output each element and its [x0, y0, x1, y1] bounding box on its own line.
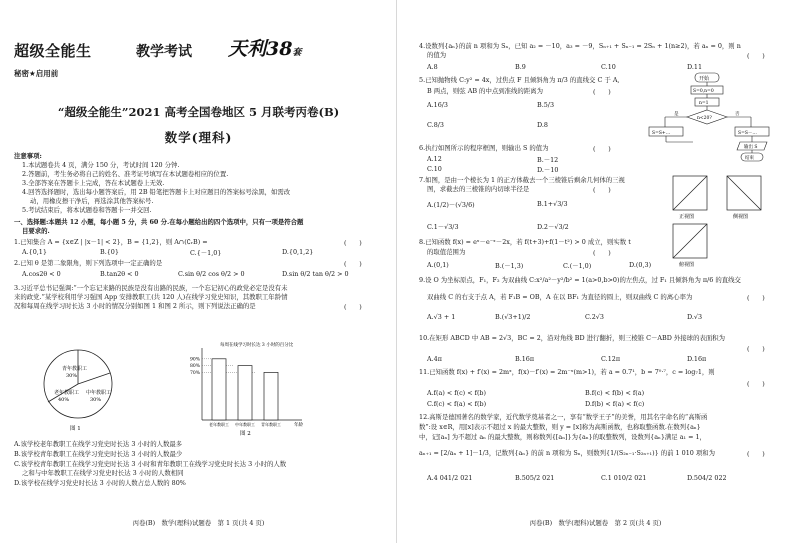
bar-chart-xlabel: 年龄: [294, 423, 303, 428]
q12-option-a: A.4 041/2 021: [427, 474, 473, 482]
question-12: 12.高斯是德国著名的数学家，近代数学奠基者之一，享有“数学王子”的美誉，用其名字命名的“高斯函: [419, 413, 708, 421]
q12-option-d: D.504/2 022: [687, 474, 727, 482]
notice-item: 动，用橡皮擦干净后，再选涂其他答案标号.: [30, 197, 154, 205]
answer-paren: ( ): [747, 294, 765, 302]
flow-yes: 是: [674, 112, 679, 117]
answer-paren: ( ): [593, 145, 611, 153]
notice-item: 4.回答选择题时，选出每小题答案后，用 2B 铅笔把答题卡上对应题目的答案标号涂黑，如需改: [22, 188, 291, 196]
question-11: 11.已知函数 f(x) + f′(x) = 2mˣ，f(x)－f′(x) = 2m⁻ˣ(m>1)，若 a = 0.7¹，b = 7⁰·⁷，c = log₇1，则: [419, 368, 715, 376]
flow-end-text: 结束: [745, 156, 754, 161]
secret-label: 秘密★启用前: [14, 69, 59, 78]
front-view-label: 正视图: [679, 214, 695, 220]
question-7: 7.如图，是由一个棱长为 1 的正方体截去一个三棱锥后剩余几何体的三视: [419, 176, 625, 184]
q6-option-c: C.10: [427, 165, 442, 173]
q4-option-c: C.10: [601, 63, 616, 71]
q11-option-b: B.f(c) < f(b) < f(a): [585, 389, 645, 397]
q8-option-d: D.(0,3): [629, 261, 652, 269]
pie-label-old: 老年教职工: [54, 390, 80, 396]
notice-item: 5.考试结束后，将本试题卷和答题卡一并交回.: [22, 206, 152, 214]
answer-paren: ( ): [593, 186, 611, 194]
q12-option-b: B.505/2 021: [515, 474, 555, 482]
program-flowchart: [647, 72, 787, 162]
bar-chart-x-tick: 青年教职工: [261, 422, 281, 427]
bar-chart-fig2: [180, 338, 310, 438]
brand-logo: 超级全能生: [14, 42, 92, 60]
q3-option-c-cont: 之和与中年教职工在线学习党史时长达 3 小时的人数相同: [22, 469, 184, 477]
pie-chart-fig1: [40, 346, 120, 436]
question-12-cont: 数”:设 x∈R，用[x]表示不超过 x 的最大整数，则 y = [x]称为高斯函数，也称取整函数.在数列{aₙ}: [419, 423, 701, 431]
q1-option-a: A.{0,1}: [22, 248, 47, 256]
footer-page-1: 丙卷(B) 数学(理科)试题卷 第 1 页(共 4 页): [132, 519, 265, 527]
q9-option-d: D.√3: [687, 313, 703, 321]
pie-pct-middle: 30%: [90, 397, 102, 403]
question-5: 5.已知抛物线 C:y² = 4x，过焦点 F 且倾斜角为 π/3 的直线交 C 于 A,: [419, 76, 620, 84]
question-3-cont: 况和每周在线学习时长达 3 小时的情况分别如图 1 和图 2 所示，则下列说法正确的是: [14, 302, 256, 310]
bar-chart-x-tick: 中年教职工: [235, 422, 255, 427]
question-6: 6.执行如图所示的程序框图，则输出 S 的值为: [419, 144, 549, 152]
q4-option-a: A.8: [427, 63, 438, 71]
side-view-label: 侧视图: [733, 214, 749, 220]
q7-option-d: D.2－√3/2: [537, 223, 569, 231]
notice-heading: 注意事项:: [14, 152, 42, 160]
flow-box-right-text: S=S－…: [738, 131, 757, 136]
q9-option-b: B.(√3+1)/2: [495, 313, 531, 321]
answer-paren: ( ): [593, 88, 611, 96]
question-5-cont: B 两点，则弦 AB 的中点到准线的距离为: [427, 87, 543, 95]
q1-option-c: C.{－1,0}: [190, 249, 222, 257]
flow-cond-text: n<20?: [697, 116, 712, 121]
q6-option-b: B.－12: [537, 156, 559, 164]
question-12-cont: 中，记[aₙ] 为不超过 aₙ 的最大整数，则称数列{[aₙ]}为{aₙ}的取整数列，设数列{aₙ}满足 a₁ = 1，: [419, 433, 706, 441]
question-4-cont: 的值为: [427, 51, 447, 59]
answer-paren: ( ): [344, 239, 362, 247]
flow-step-text: n=1: [699, 101, 709, 106]
q8-option-c: C.(－1,0): [563, 262, 592, 270]
bar-chart-bar: [212, 359, 226, 420]
brand-exam-text: 教学考试: [136, 44, 192, 60]
q2-option-a: A.cos2θ < 0: [22, 270, 61, 278]
question-8: 8.已知函数 f(x) = eˣ－e⁻ˣ－2x，若 f(t+3)+f(1－t²) > 0 成立，则实数 t: [419, 238, 631, 246]
pie-label-middle: 中年教职工: [86, 390, 112, 396]
q11-option-c: C.f(c) < f(a) < f(b): [427, 400, 487, 408]
q11-option-d: D.f(b) < f(a) < f(c): [585, 400, 645, 408]
bar-chart-bar: [238, 366, 252, 420]
question-3: 3.习近平总书记强调:“一个忘记来路的民族是没有出路的民族，一个忘记初心的政党必定是没有未: [14, 284, 288, 292]
question-9-cont: 双曲线 C 的右支于点 A，若 F₁B = OB，A 在以 BF₁ 为直径的圆上，则双曲线 C 的离心率为: [427, 293, 693, 301]
q3-option-c: C.该学校青年教职工在线学习党史时长达 3 小时和青年教职工在线学习党史时长达 3 小时的人数: [14, 460, 287, 468]
q5-option-c: C.8/3: [427, 121, 444, 129]
paper-subject: 数学(理科): [164, 130, 233, 145]
answer-paren: ( ): [747, 345, 765, 353]
question-4: 4.设数列{aₙ}的前 n 项和为 Sₙ，已知 a₂ = －10，a₃ = －9，Sₙ₊₁ + Sₙ₋₁ = 2Sₙ + 1(n≥2)，若 aₙ = 0，则 n: [419, 42, 741, 50]
notice-item: 2.答题前，考生务必将自己的姓名、准考证号填写在本试题卷相应的位置.: [22, 170, 229, 178]
q2-option-b: B.tan2θ < 0: [100, 270, 139, 278]
flow-box-left-text: S=S+…: [652, 131, 671, 136]
q10-option-b: B.16π: [515, 355, 535, 363]
q2-option-d: D.sin θ/2 tan θ/2 > 0: [282, 270, 349, 278]
bar-chart-x-tick: 老年教职工: [209, 422, 229, 427]
answer-paren: ( ): [344, 303, 362, 311]
paper-title: “超级全能生”2021 高考全国卷地区 5 月联考丙卷(B): [57, 105, 340, 119]
answer-paren: ( ): [747, 380, 765, 388]
q5-option-d: D.8: [537, 121, 548, 129]
question-2: 2.已知 θ 是第二象限角，则下列选项中一定正确的是: [14, 259, 163, 267]
pie-label-young: 青年教职工: [62, 366, 88, 372]
q6-option-a: A.12: [427, 155, 442, 163]
flow-init-text: S=0,n=0: [693, 89, 714, 94]
three-views-figure: [667, 172, 787, 268]
notice-item: 3.全部答案在答题卡上完成，答在本试题卷上无效.: [22, 179, 165, 187]
tianli-logo: 天利38套: [228, 38, 302, 60]
q10-option-d: D.16π: [687, 355, 707, 363]
flow-start-text: 开始: [699, 76, 710, 82]
pie-pct-old: 40%: [58, 397, 70, 403]
bar-chart-y-tick: 90%: [189, 357, 200, 363]
top-view-label: 俯视图: [679, 262, 695, 268]
question-3-cont: 来的政党.”某学校利用学习强国 App 安排教职工(共 120 人)在线学习党史知识，其教职工年龄情: [14, 293, 288, 301]
page-2: [397, 0, 794, 543]
pie-caption: 图 1: [70, 426, 81, 432]
question-9: 9.设 O 为坐标原点，F₁，F₂ 为双曲线 C:x²/a²－y²/b² = 1(a>0,b>0)的左焦点，过 F₁ 且倾斜角为 π/6 的直线交: [419, 276, 741, 284]
bar-chart-y-tick: 80%: [189, 364, 200, 370]
bar-chart-bar: [264, 372, 278, 420]
answer-paren: ( ): [344, 260, 362, 268]
q11-option-a: A.f(a) < f(c) < f(b): [427, 389, 487, 397]
answer-paren: ( ): [747, 52, 765, 60]
question-7-cont: 图，求截去的三棱锥的内切球半径是: [427, 185, 530, 193]
q8-option-b: B.(－1,3): [495, 262, 524, 270]
q10-option-c: C.12π: [601, 355, 621, 363]
question-12-cont: aₙ₊₁ = [2/aₙ + 1]－1/3，记数列{aₙ} 的前 n 项和为 Sₙ，则数列{1/(S₂ₙ₋₁·S₂ₙ₊₁)} 的前 1 010 项和为: [419, 449, 716, 457]
q5-option-b: B.5/3: [537, 101, 555, 109]
bar-chart-caption: 图 2: [240, 431, 251, 437]
question-1: 1.已知集合 A = {x∈Z | |x－1| < 2}，B = {1,2}，则 A∩(∁ᵣB) =: [14, 238, 208, 246]
q7-option-a: A.(1/2)－(√3/6): [427, 201, 475, 209]
q10-option-a: A.4π: [427, 355, 442, 363]
flow-no: 否: [735, 112, 740, 117]
section-heading: 一、选择题:本题共 12 小题，每小题 5 分，共 60 分.在每小题给出的四个选项中，只有一项是符合题: [14, 218, 304, 226]
q7-option-b: B.1+√3/3: [537, 200, 568, 208]
answer-paren: ( ): [747, 450, 765, 458]
q1-option-b: B.{0}: [100, 248, 119, 256]
bar-chart-y-tick: 70%: [189, 371, 200, 376]
q8-option-a: A.(0,1): [427, 261, 449, 269]
bar-chart-ylabel: 每周在线学习时长达 3 小时的百分比: [220, 343, 294, 348]
q4-option-d: D.11: [687, 63, 703, 71]
section-heading-cont: 目要求的.: [22, 227, 50, 235]
footer-page-2: 丙卷(B) 数学(理科)试题卷 第 2 页(共 4 页): [529, 519, 662, 527]
question-10: 10.在矩形 ABCD 中 AB = 2√3，BC = 2，沿对角线 BD 进行翻折，则三棱锥 C－ABD 外接球的表面积为: [419, 334, 726, 342]
q6-option-d: D.－10: [537, 166, 559, 174]
q9-option-a: A.√3 + 1: [427, 313, 456, 321]
q7-option-c: C.1－√3/3: [427, 223, 459, 231]
pie-divider: [78, 373, 110, 384]
q2-option-c: C.sin θ/2 cos θ/2 > 0: [178, 270, 245, 278]
q5-option-a: A.16/3: [427, 101, 448, 109]
q9-option-c: C.2√3: [585, 313, 604, 321]
q12-option-c: C.1 010/2 021: [601, 474, 647, 482]
q3-option-b: B.该学校青年教职工在线学习党史时长达 3 小时的人数最少: [14, 450, 183, 458]
q1-option-d: D.{0,1,2}: [282, 248, 314, 256]
flow-output-text: 输出 S: [744, 145, 758, 150]
q4-option-b: B.9: [515, 63, 526, 71]
pie-pct-young: 30%: [66, 373, 78, 379]
answer-paren: ( ): [593, 249, 611, 257]
q3-option-a: A.该学校老年教职工在线学习党史时长达 3 小时的人数最多: [14, 440, 183, 448]
q3-option-d: D.该学校在线学习党史时长达 3 小时的人数占总人数的 80%: [14, 479, 186, 487]
question-8-cont: 的取值范围为: [427, 248, 466, 256]
notice-item: 1.本试题卷共 4 页，满分 150 分，考试时间 120 分钟.: [22, 161, 180, 169]
